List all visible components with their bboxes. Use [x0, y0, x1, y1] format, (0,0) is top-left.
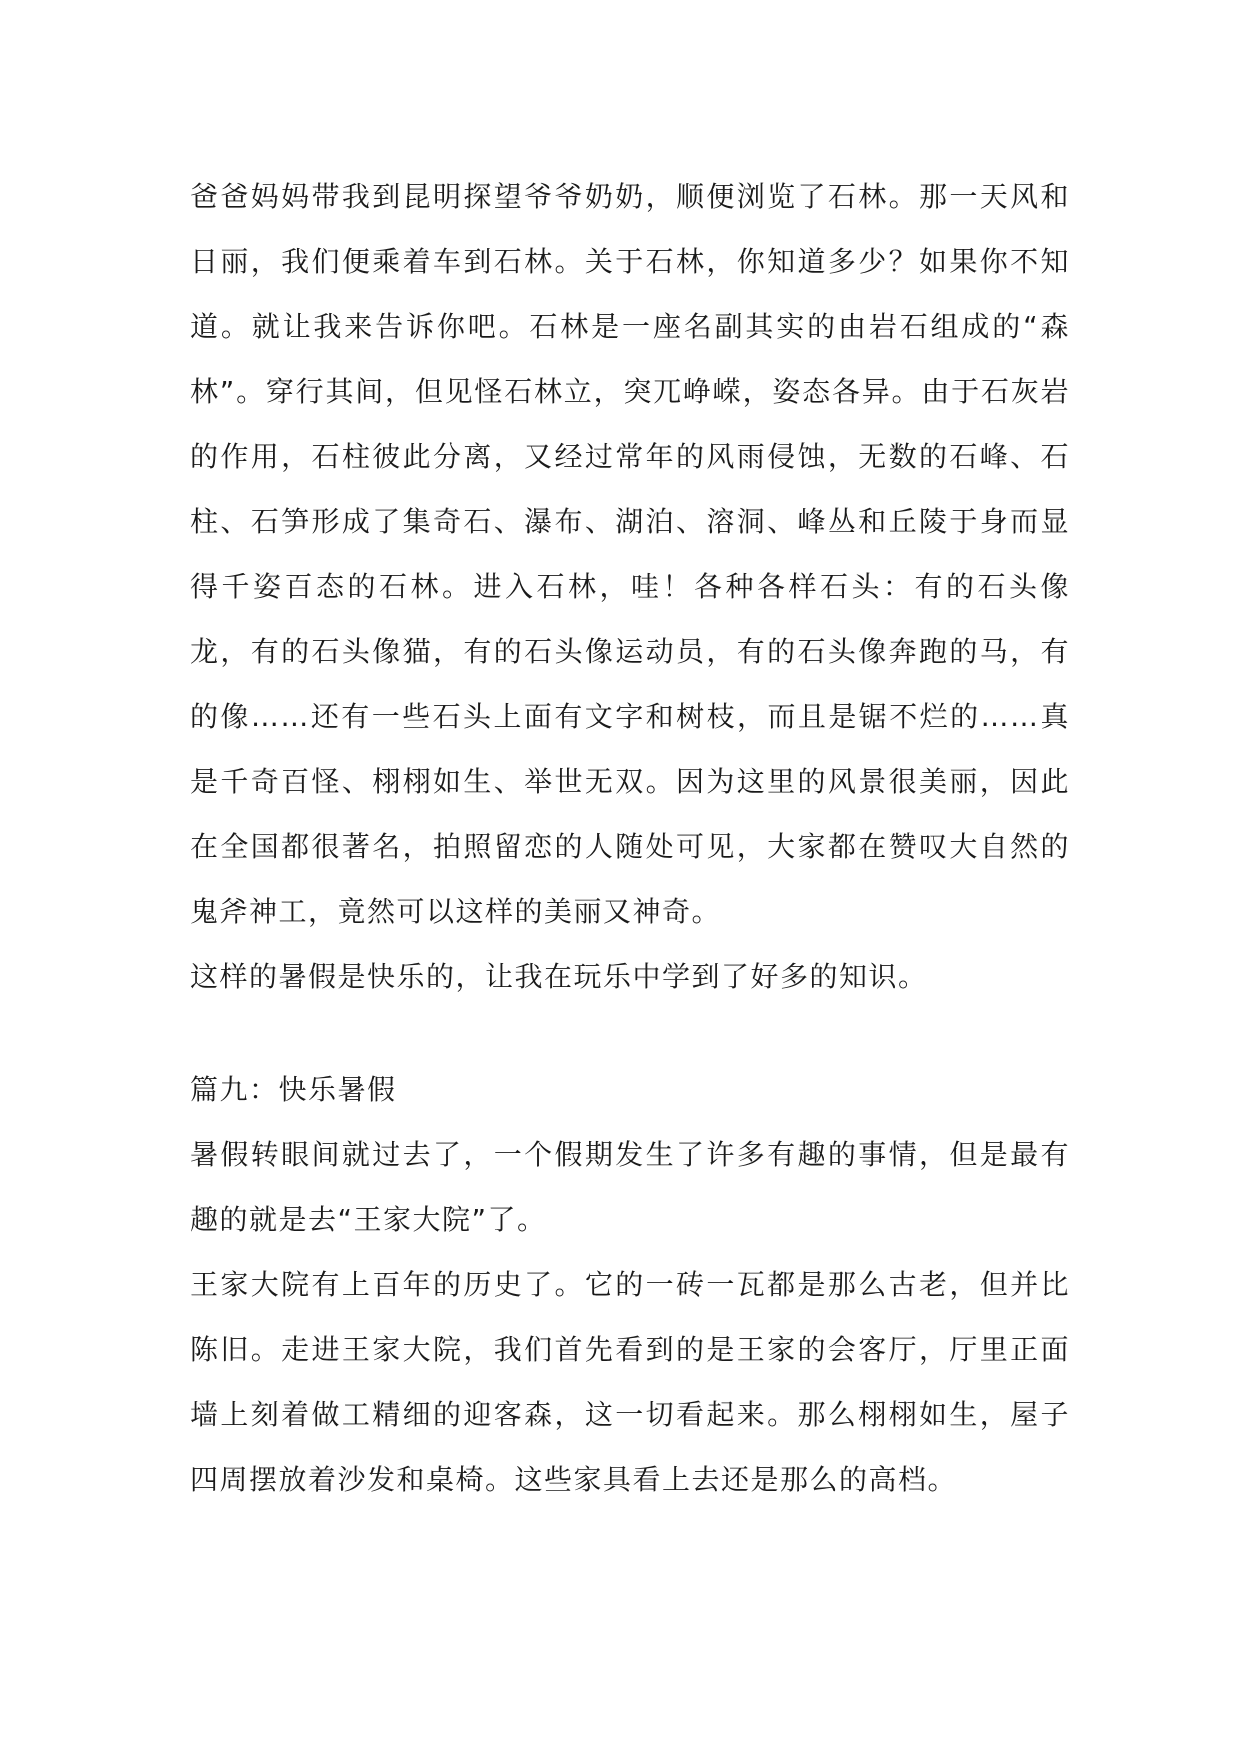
section-spacer: [190, 1009, 1070, 1057]
paragraph-wang-courtyard-intro: 暑假转眼间就过去了，一个假期发生了许多有趣的事情，但是最有趣的就是去“王家大院”了。: [190, 1138, 1070, 1236]
document-body: [190, 164, 1070, 1512]
section-title: 篇九：快乐暑假: [190, 1073, 397, 1106]
paragraph-summer-conclusion: 这样的暑假是快乐的，让我在玩乐中学到了好多的知识。: [190, 960, 928, 993]
paragraph-wang-courtyard-description: 王家大院有上百年的历史了。它的一砖一瓦都是那么古老，但并比陈旧。走进王家大院，我们首先看到的是王家的会客厅，厅里正面墙上刻着做工精细的迎客森，这一切看起来。那么栩栩如生，屋子四周摆放着沙发和桌椅。这些家具看上去还是那么的高档。: [190, 1268, 1070, 1496]
paragraph-stone-forest: 爸爸妈妈带我到昆明探望爷爷奶奶，顺便浏览了石林。那一天风和日丽，我们便乘着车到石林。关于石林，你知道多少？如果你不知道。就让我来告诉你吧。石林是一座名副其实的由岩石组成的“森林”。穿行其间，但见怪石林立，突兀峥嵘，姿态各异。由于石灰岩的作用，石柱彼此分离，又经过常年的风雨侵蚀，无数的石峰、石柱、石笋形成了集奇石、瀑布、湖泊、溶洞、峰丛和丘陵于身而显得千姿百态的石林。进入石林，哇！各种各样石头：有的石头像龙，有的石头像猫，有的石头像运动员，有的石头像奔跑的马，有的像……还有一些石头上面有文字和树枝，而且是锯不烂的……真是千奇百怪、栩栩如生、举世无双。因为这里的风景很美丽，因此在全国都很著名，拍照留恋的人随处可见，大家都在赞叹大自然的鬼斧神工，竟然可以这样的美丽又神奇。: [190, 180, 1070, 928]
